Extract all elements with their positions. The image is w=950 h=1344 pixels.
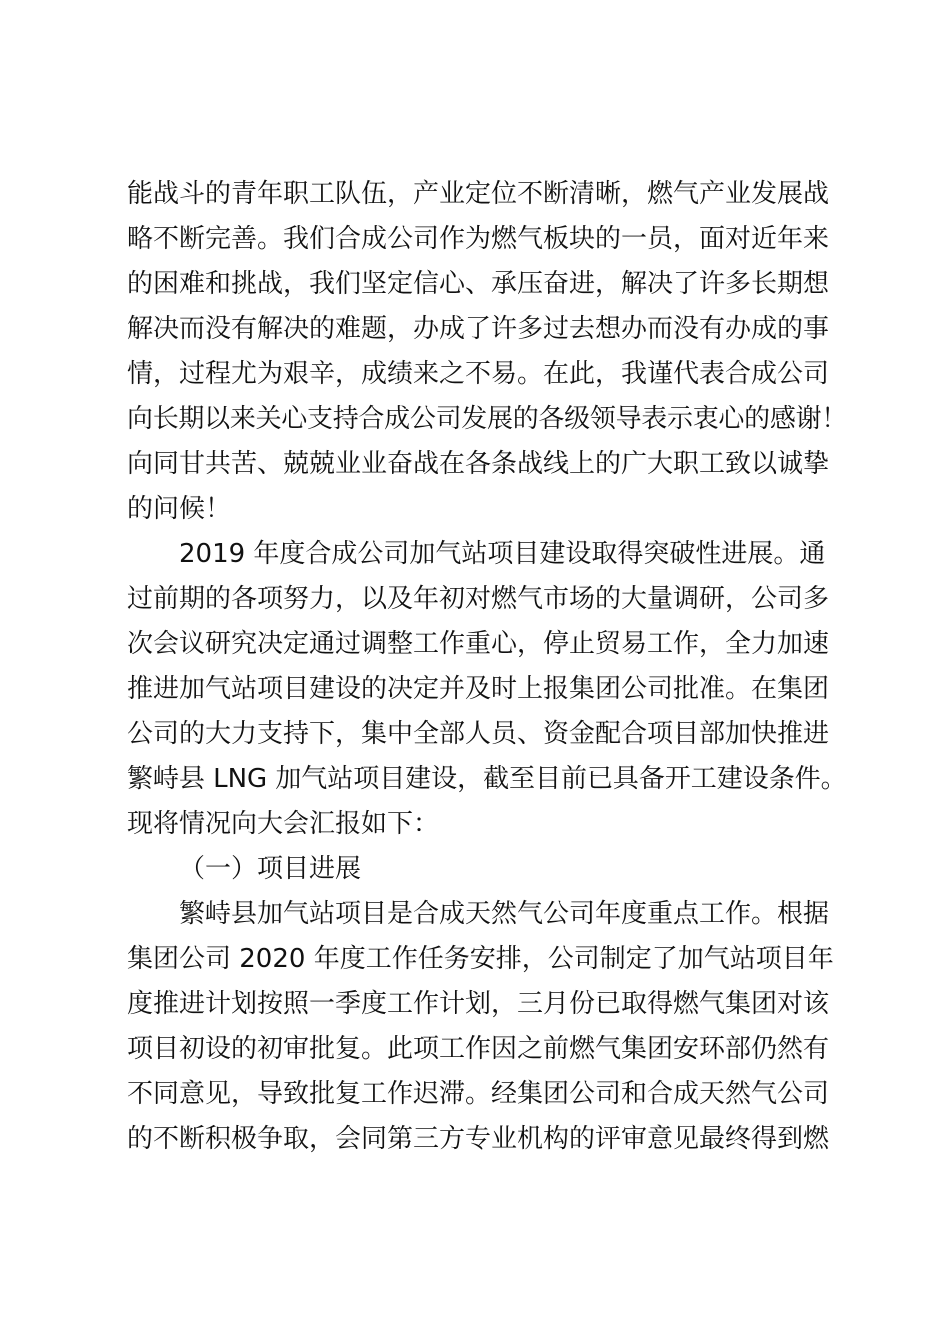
- text-line: （一）项目进展: [179, 854, 362, 884]
- text-line: 繁峙县 LNG 加气站项目建设，截至目前已具备开工建设条件。: [127, 764, 847, 794]
- text-line: 的问候！: [127, 494, 232, 524]
- text-line: 过前期的各项努力，以及年初对燃气市场的大量调研，公司多: [127, 584, 830, 614]
- text-line: 的不断积极争取，会同第三方专业机构的评审意见最终得到燃: [127, 1124, 830, 1154]
- text-line: 推进加气站项目建设的决定并及时上报集团公司批准。在集团: [127, 674, 830, 704]
- text-line: 向同甘共苦、兢兢业业奋战在各条战线上的广大职工致以诚挚: [127, 449, 830, 479]
- text-line: 略不断完善。我们合成公司作为燃气板块的一员，面对近年来: [127, 224, 830, 254]
- text-line: 向长期以来关心支持合成公司发展的各级领导表示衷心的感谢！: [127, 404, 848, 434]
- text-line: 项目初设的初审批复。此项工作因之前燃气集团安环部仍然有: [127, 1034, 830, 1064]
- text-line: 能战斗的青年职工队伍，产业定位不断清晰，燃气产业发展战: [127, 179, 830, 209]
- text-line: 2019 年度合成公司加气站项目建设取得突破性进展。通: [179, 539, 826, 569]
- text-line: 集团公司 2020 年度工作任务安排，公司制定了加气站项目年: [127, 944, 834, 974]
- text-line: 的困难和挑战，我们坚定信心、承压奋进，解决了许多长期想: [127, 269, 830, 299]
- text-line: 繁峙县加气站项目是合成天然气公司年度重点工作。根据: [179, 899, 830, 929]
- text-line: 解决而没有解决的难题，办成了许多过去想办而没有办成的事: [127, 314, 830, 344]
- body-text: [127, 172, 847, 1162]
- text-line: 次会议研究决定通过调整工作重心，停止贸易工作，全力加速: [127, 629, 830, 659]
- text-line: 现将情况向大会汇报如下：: [127, 809, 440, 839]
- text-line: 公司的大力支持下，集中全部人员、资金配合项目部加快推进: [127, 719, 830, 749]
- text-line: 度推进计划按照一季度工作计划，三月份已取得燃气集团对该: [127, 989, 830, 1019]
- text-line: 不同意见，导致批复工作迟滞。经集团公司和合成天然气公司: [127, 1079, 830, 1109]
- text-line: 情，过程尤为艰辛，成绩来之不易。在此，我谨代表合成公司: [127, 359, 830, 389]
